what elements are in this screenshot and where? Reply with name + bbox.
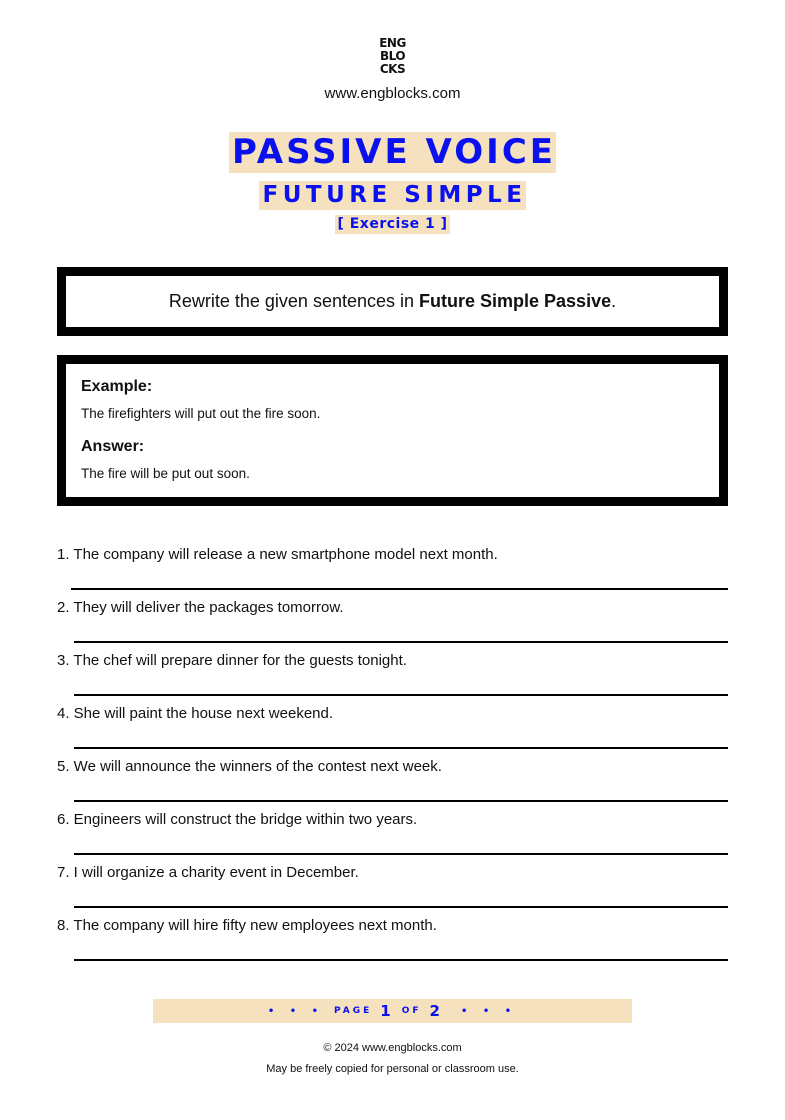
answer-line[interactable] — [74, 906, 728, 908]
answer-label: Answer: — [81, 438, 145, 455]
answer-line[interactable] — [74, 853, 728, 855]
page-word: PAGE — [334, 1006, 373, 1016]
instruction-text — [66, 276, 719, 327]
exercise-item-7 — [57, 863, 728, 916]
page-current: 1 — [380, 1002, 394, 1020]
exercise-sentence: 2. They will deliver the packages tomorrow. — [57, 599, 344, 616]
page-indicator — [153, 999, 632, 1023]
instruction-prefix: Rewrite the given sentences in — [168, 291, 420, 311]
example-sentence: The firefighters will put out the fire soon. — [81, 406, 321, 421]
logo-line: BLO — [379, 49, 406, 63]
page-indicator-dots: • • • — [267, 1005, 325, 1017]
exercise-item-2 — [57, 598, 728, 651]
answer-line[interactable] — [71, 588, 728, 590]
exercise-sentence: 4. She will paint the house next weekend. — [57, 705, 334, 722]
answer-line[interactable] — [74, 959, 728, 961]
exercise-item-6 — [57, 810, 728, 863]
answer-line[interactable] — [74, 800, 728, 802]
copyright-text: © 2024 www.engblocks.com — [323, 1042, 462, 1054]
example-label: Example: — [81, 378, 153, 395]
instruction-box — [57, 267, 728, 336]
exercise-item-5 — [57, 757, 728, 810]
page-indicator-dots: • • • — [460, 1005, 518, 1017]
instruction-suffix: . — [611, 291, 617, 311]
logo-line: ENG — [379, 36, 406, 50]
exercise-tag: [ Exercise 1 ] — [337, 216, 448, 232]
exercise-item-1 — [57, 545, 728, 598]
exercise-sentence: 7. I will organize a charity event in December. — [57, 864, 359, 881]
engblocks-logo — [0, 37, 785, 76]
exercise-sentence: 6. Engineers will construct the bridge within two years. — [57, 811, 418, 828]
instruction-emphasis: Future Simple Passive — [419, 291, 612, 311]
exercise-sentence: 3. The chef will prepare dinner for the guests tonight. — [57, 652, 407, 669]
exercise-sentence: 1. The company will release a new smartphone model next month. — [57, 546, 498, 563]
license-text: May be freely copied for personal or classroom use. — [266, 1063, 519, 1075]
answer-line[interactable] — [74, 694, 728, 696]
answer-line[interactable] — [74, 641, 728, 643]
logo-line: CKS — [379, 62, 406, 76]
example-box — [57, 355, 728, 506]
exercise-item-8 — [57, 916, 728, 969]
answer-line[interactable] — [74, 747, 728, 749]
worksheet-title-wrap — [0, 132, 785, 173]
worksheet-subtitle-wrap — [0, 181, 785, 210]
worksheet-title: PASSIVE VOICE — [229, 132, 556, 173]
exercise-item-3 — [57, 651, 728, 704]
answer-sentence: The fire will be put out soon. — [81, 466, 250, 481]
exercise-item-4 — [57, 704, 728, 757]
exercise-sentence: 5. We will announce the winners of the contest next week. — [57, 758, 442, 775]
of-word: OF — [401, 1006, 422, 1016]
page-total: 2 — [429, 1002, 443, 1020]
worksheet-subtitle: FUTURE SIMPLE — [259, 181, 527, 210]
exercise-sentence: 8. The company will hire fifty new employees next month. — [57, 917, 437, 934]
exercise-tag-wrap — [0, 215, 785, 234]
site-url: www.engblocks.com — [324, 85, 461, 102]
